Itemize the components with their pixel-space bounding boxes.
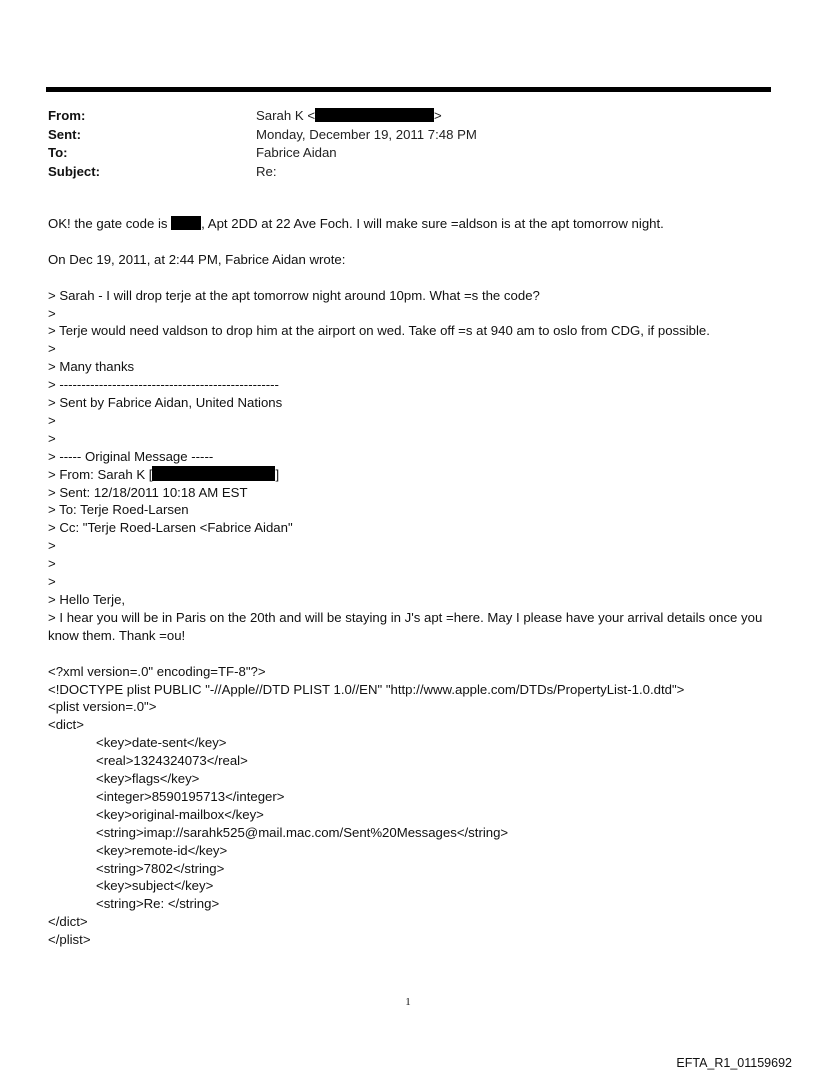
plist-line: <!DOCTYPE plist PUBLIC "-//Apple//DTD PLIST 1.0//EN" "http://www.apple.com/DTDs/PropertyList-1.0.dtd"> — [48, 681, 685, 697]
from-row — [48, 107, 477, 126]
quoted-line: > — [48, 430, 56, 446]
email-header — [48, 107, 477, 181]
quoted-line: > Cc: "Terje Roed-Larsen <Fabrice Aidan" — [48, 520, 293, 536]
quoted-line: > Sent by Fabrice Aidan, United Nations — [48, 395, 283, 411]
plist-line: <string>Re: </string> — [96, 896, 220, 912]
quoted-line: > Terje would need valdson to drop him at the airport on wed. Take off =s at 940 am to oslo from CDG, if possible. — [48, 323, 710, 339]
plist-line: <key>remote-id</key> — [96, 842, 228, 858]
quoted-text: > From: Sarah K [ — [48, 466, 153, 482]
redaction-bar — [315, 108, 434, 122]
quoted-line: > To: Terje Roed-Larsen — [48, 502, 189, 518]
to-row — [48, 144, 477, 163]
plist-line: <string>7802</string> — [96, 860, 225, 876]
quoted-line: > — [48, 574, 56, 590]
plist-line: <?xml version=.0" encoding=TF-8"?> — [48, 663, 266, 679]
plist-line: <plist version=.0"> — [48, 699, 157, 715]
body-text: OK! the gate code is — [48, 216, 172, 231]
sent-row — [48, 126, 477, 145]
from-name: Sarah K < — [256, 108, 316, 123]
to-label: To: — [48, 145, 68, 160]
from-value — [256, 107, 442, 126]
plist-line: <key>date-sent</key> — [96, 735, 227, 751]
from-close: > — [434, 108, 442, 123]
plist-line: <key>original-mailbox</key> — [96, 806, 264, 822]
body-line — [48, 215, 770, 233]
page-number: 1 — [405, 996, 411, 1008]
plist-line: </dict> — [48, 914, 88, 930]
quoted-line: > — [48, 341, 56, 357]
plist-line: <dict> — [48, 717, 84, 733]
document-id: EFTA_R1_01159692 — [676, 1056, 792, 1070]
plist-line: <real>1324324073</real> — [96, 753, 248, 769]
quoted-line: > — [48, 305, 56, 321]
quoted-line: > I hear you will be in Paris on the 20th and will be staying in J's apt =here. May I please have your arrival details once you know them. Thank =ou! — [48, 609, 763, 643]
quoted-line: > — [48, 556, 56, 572]
quoted-line: > -------------------------------------------------- — [48, 377, 279, 393]
header-rule — [46, 87, 771, 92]
plist-line: <key>flags</key> — [96, 771, 200, 787]
sent-value: Monday, December 19, 2011 7:48 PM — [256, 126, 477, 142]
on-wrote-line: On Dec 19, 2011, at 2:44 PM, Fabrice Aidan wrote: — [48, 251, 346, 267]
quoted-line: > Sarah - I will drop terje at the apt tomorrow night around 10pm. What =s the code? — [48, 287, 540, 303]
quoted-line: > Sent: 12/18/2011 10:18 AM EST — [48, 484, 248, 500]
plist-line: </plist> — [48, 932, 91, 948]
subject-value: Re: — [256, 163, 277, 179]
quoted-line: > — [48, 538, 56, 554]
from-label: From: — [48, 108, 86, 123]
quoted-line: > ----- Original Message ----- — [48, 448, 214, 464]
plist-line: <string>imap://sarahk525@mail.mac.com/Sent%20Messages</string> — [96, 824, 509, 840]
sent-label: Sent: — [48, 126, 81, 142]
email-body — [48, 215, 770, 949]
redaction-bar — [152, 466, 275, 481]
quoted-line: > Hello Terje, — [48, 592, 126, 607]
plist-line: <integer>8590195713</integer> — [96, 788, 285, 804]
body-text: , Apt 2DD at 22 Ave Foch. I will make sure =aldson is at the apt tomorrow night. — [201, 216, 664, 231]
to-value: Fabrice Aidan — [256, 145, 337, 160]
subject-row — [48, 163, 477, 182]
quoted-line — [48, 466, 770, 484]
quoted-text: ] — [275, 466, 280, 482]
redaction-bar — [171, 216, 201, 230]
plist-line: <key>subject</key> — [96, 878, 214, 894]
subject-label: Subject: — [48, 163, 101, 179]
quoted-line: > — [48, 412, 56, 428]
quoted-line: > Many thanks — [48, 359, 135, 375]
